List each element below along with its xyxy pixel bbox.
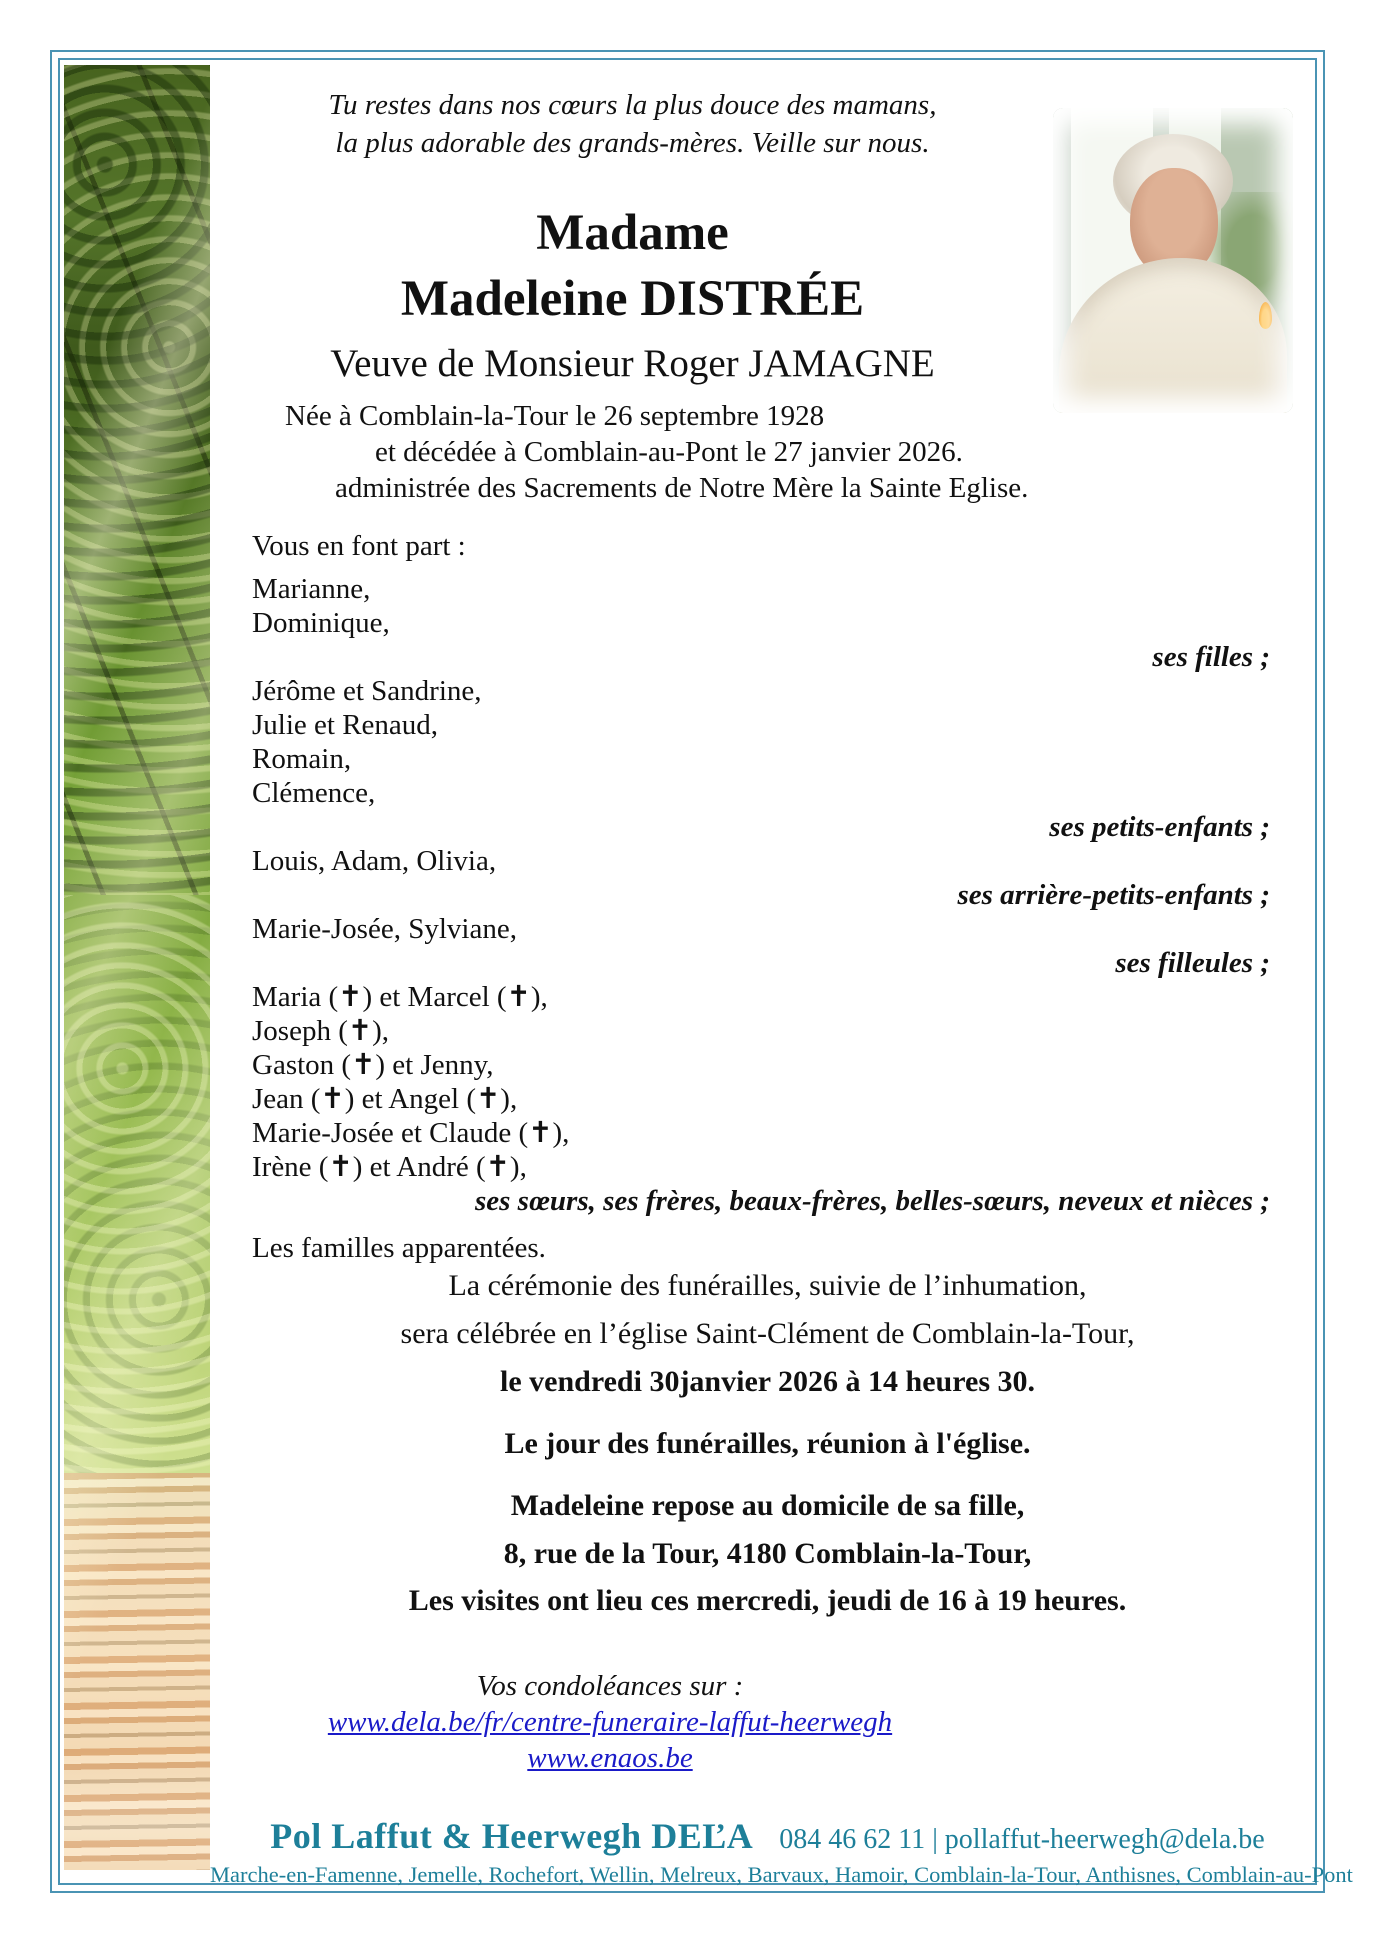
family-list	[210, 572, 1325, 1266]
condolence-link-enaos[interactable]: www.enaos.be	[527, 1742, 693, 1774]
footer-towns-list: Marche-en-Famenne, Jemelle, Rochefort, Wellin, Melreux, Barvaux, Hamoir, Comblain-la-Tour, Anthisnes, Comblain-au-Pont	[210, 1862, 1353, 1887]
condolences-intro: Vos condoléances sur :	[476, 1670, 744, 1702]
forest-path-image	[64, 65, 210, 1870]
sunlight-rays-graphic	[64, 65, 210, 1870]
family-member: Marie-Josée, Sylviane,	[252, 913, 517, 945]
family-member: Jérôme et Sandrine,	[252, 675, 482, 707]
family-member: Joseph (✝),	[252, 1015, 390, 1047]
visits-line: Les visites ont lieu ces mercredi, jeudi de 16 à 19 heures.	[408, 1584, 1127, 1617]
birth-line: Née à Comblain-la-Tour le 26 septembre 1928	[285, 400, 825, 432]
deceased-name: Madeleine DISTRÉE	[400, 271, 865, 327]
family-member: Marie-Josée et Claude (✝),	[252, 1117, 570, 1149]
family-relation-daughters: ses filles ;	[1152, 641, 1270, 673]
ceremony-details	[210, 1268, 1325, 1619]
family-relation-goddaughters: ses filleules ;	[1115, 947, 1270, 979]
family-member: Jean (✝) et Angel (✝),	[252, 1083, 518, 1115]
footer-contact	[779, 1824, 1265, 1855]
footer-separator: |	[932, 1824, 938, 1855]
funeral-home-logo: Pol Laffut & Heerwegh DEĽA	[270, 1816, 754, 1856]
family-member: Romain,	[252, 743, 352, 775]
funeral-home-footer	[210, 1815, 1353, 1888]
vital-dates-block	[210, 398, 1055, 506]
ceremony-meeting-line: Le jour des funérailles, réunion à l'église.	[504, 1427, 1031, 1460]
salutation: Madame	[536, 205, 729, 261]
family-relation-grandchildren: ses petits-enfants ;	[1049, 811, 1270, 843]
quote-line-1: Tu restes dans nos cœurs la plus douce des mamans,	[328, 89, 937, 121]
family-relation-siblings: ses sœurs, ses frères, beaux-frères, belles-sœurs, neveux et nièces ;	[474, 1185, 1270, 1217]
widow-line: Veuve de Monsieur Roger JAMAGNE	[330, 342, 935, 385]
repose-address-line: 8, rue de la Tour, 4180 Comblain-la-Tour,	[503, 1537, 1032, 1570]
memorial-quote	[210, 86, 1055, 162]
condolence-link-dela[interactable]: www.dela.be/fr/centre-funeraire-laffut-heerwegh	[327, 1706, 893, 1738]
quote-line-2: la plus adorable des grands-mères. Veille sur nous.	[335, 127, 930, 159]
footer-brand-line	[210, 1815, 1325, 1857]
ceremony-line: sera célébrée en l’église Saint-Clément de Comblain-la-Tour,	[400, 1317, 1135, 1350]
death-line: et décédée à Comblain-au-Pont le 27 janvier 2026.	[375, 436, 963, 468]
family-member: Gaston (✝) et Jenny,	[252, 1049, 494, 1081]
repose-line: Madeleine repose au domicile de sa fille,	[510, 1489, 1025, 1522]
family-member: Clémence,	[252, 777, 376, 809]
footer-email-link[interactable]: pollaffut-heerwegh@dela.be	[944, 1824, 1265, 1855]
condolences-block	[210, 1668, 1010, 1776]
deceased-title-block	[210, 200, 1055, 390]
related-families-note: Les familles apparentées.	[252, 1232, 546, 1264]
text-column	[210, 0, 1353, 1949]
family-member: Louis, Adam, Olivia,	[252, 845, 497, 877]
announcement-intro: Vous en font part :	[252, 530, 466, 562]
family-relation-great-grandchildren: ses arrière-petits-enfants ;	[957, 879, 1270, 911]
family-member: Dominique,	[252, 607, 390, 639]
family-member: Marianne,	[252, 573, 371, 605]
sacraments-line: administrée des Sacrements de Notre Mère la Sainte Eglise.	[335, 472, 1029, 504]
footer-phone: 084 46 62 11	[779, 1824, 926, 1855]
ceremony-date-line: le vendredi 30janvier 2026 à 14 heures 30.	[500, 1365, 1035, 1398]
family-member: Maria (✝) et Marcel (✝),	[252, 981, 548, 1013]
ceremony-line: La cérémonie des funérailles, suivie de l’inhumation,	[448, 1269, 1087, 1302]
family-member: Julie et Renaud,	[252, 709, 439, 741]
family-member: Irène (✝) et André (✝),	[252, 1151, 527, 1183]
